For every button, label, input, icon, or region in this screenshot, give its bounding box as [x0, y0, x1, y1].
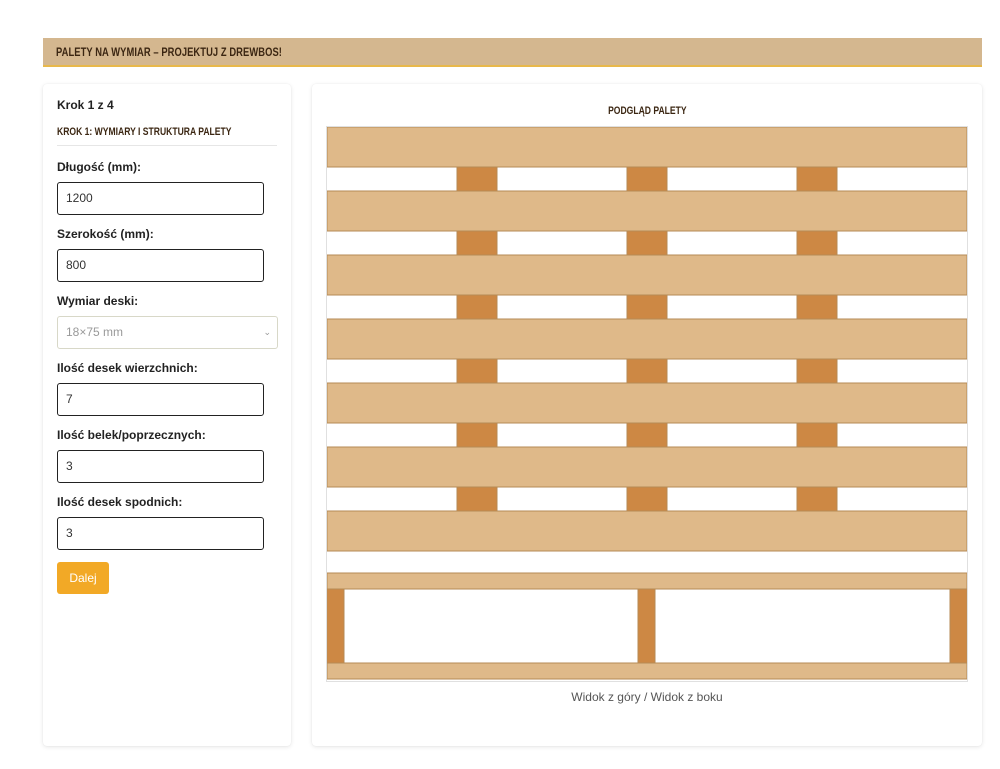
- step-counter: Krok 1 z 4: [57, 98, 114, 112]
- pallet-block: [457, 231, 497, 255]
- top-boards-label: Ilość desek wierzchnich:: [57, 361, 198, 375]
- bottom-boards-input[interactable]: 3: [57, 517, 264, 550]
- pallet-block: [797, 295, 837, 319]
- side-bottom-board: [327, 663, 967, 679]
- board-size-label: Wymiar deski:: [57, 294, 139, 308]
- side-block: [327, 589, 344, 663]
- top-board: [327, 319, 967, 359]
- top-board: [327, 383, 967, 423]
- board-size-value: 18×75 mm: [66, 325, 124, 339]
- pallet-block: [797, 167, 837, 191]
- bottom-boards-label: Ilość desek spodnich:: [57, 495, 183, 509]
- preview-title-text: PODGLĄD PALETY: [607, 105, 687, 117]
- chevron-down-icon: ⌄: [263, 327, 271, 337]
- pallet-block: [457, 423, 497, 447]
- width-label: Szerokość (mm):: [57, 227, 154, 241]
- length-label: Długość (mm):: [57, 160, 141, 174]
- top-board: [327, 447, 967, 487]
- header-title: PALETY NA WYMIAR – PROJEKTUJ Z DREWBOS!: [56, 44, 282, 59]
- next-button[interactable]: Dalej: [57, 562, 109, 594]
- preview-caption: Widok z góry / Widok z boku: [571, 690, 723, 704]
- pallet-block: [797, 423, 837, 447]
- pallet-preview: [326, 126, 968, 682]
- pallet-block: [457, 167, 497, 191]
- step-title: KROK 1: WYMIARY I STRUKTURA PALETY: [57, 126, 232, 138]
- side-top-board: [327, 573, 967, 589]
- beams-label: Ilość belek/poprzecznych:: [57, 428, 206, 442]
- pallet-block: [797, 231, 837, 255]
- pallet-block: [627, 423, 667, 447]
- top-board: [327, 127, 967, 167]
- top-boards-input[interactable]: 7: [57, 383, 264, 416]
- preview-panel: [312, 84, 982, 746]
- preview-title: [312, 105, 982, 117]
- pallet-block: [627, 359, 667, 383]
- pallet-block: [797, 359, 837, 383]
- top-board: [327, 511, 967, 551]
- form-panel: [43, 84, 291, 746]
- top-board: [327, 191, 967, 231]
- side-block: [638, 589, 655, 663]
- pallet-drawing: [327, 127, 967, 681]
- pallet-block: [627, 295, 667, 319]
- side-block: [950, 589, 967, 663]
- header-bar: [43, 38, 982, 67]
- pallet-block: [797, 487, 837, 511]
- width-input[interactable]: 800: [57, 249, 264, 282]
- pallet-block: [457, 359, 497, 383]
- pallet-block: [457, 295, 497, 319]
- divider: [57, 145, 277, 146]
- pallet-block: [627, 487, 667, 511]
- top-board: [327, 255, 967, 295]
- pallet-block: [457, 487, 497, 511]
- length-input[interactable]: 1200: [57, 182, 264, 215]
- board-size-select[interactable]: [57, 316, 278, 349]
- pallet-block: [627, 231, 667, 255]
- pallet-block: [627, 167, 667, 191]
- beams-input[interactable]: 3: [57, 450, 264, 483]
